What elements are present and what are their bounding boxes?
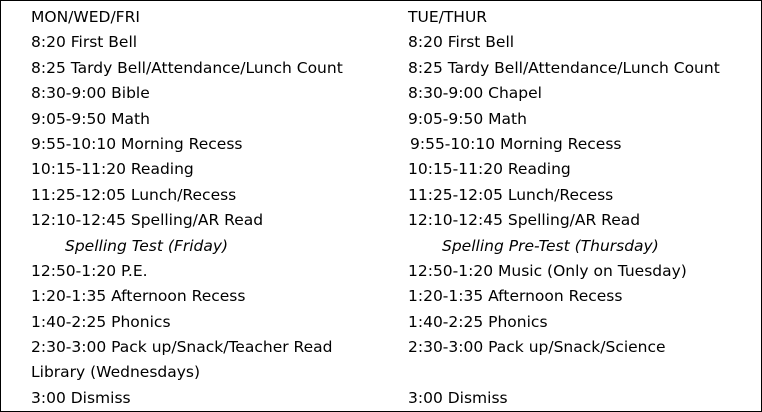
schedule-row: 11:25-12:05 Lunch/Recess bbox=[408, 185, 614, 204]
schedule-row: 2:30-3:00 Pack up/Snack/Science bbox=[408, 338, 666, 357]
schedule-row: 9:55-10:10 Morning Recess bbox=[410, 134, 622, 153]
schedule-row: 1:20-1:35 Afternoon Recess bbox=[408, 287, 623, 306]
schedule-row: 12:10-12:45 Spelling/AR Read bbox=[31, 211, 264, 230]
schedule-note: Spelling Test (Friday) bbox=[65, 236, 229, 255]
schedule-row: 8:30-9:00 Chapel bbox=[408, 84, 542, 103]
schedule-row: 8:20 First Bell bbox=[408, 33, 515, 52]
schedule-row: 1:40-2:25 Phonics bbox=[31, 312, 171, 331]
schedule-row: 3:00 Dismiss bbox=[408, 388, 508, 407]
schedule-row: 8:30-9:00 Bible bbox=[31, 84, 150, 103]
schedule-row: 1:20-1:35 Afternoon Recess bbox=[31, 287, 246, 306]
tue-thur-column bbox=[408, 5, 758, 411]
mon-wed-fri-column bbox=[31, 5, 401, 411]
column-heading: TUE/THUR bbox=[408, 8, 488, 26]
schedule-row: 8:25 Tardy Bell/Attendance/Lunch Count bbox=[408, 58, 720, 77]
column-heading: MON/WED/FRI bbox=[31, 8, 140, 26]
schedule-row: 8:25 Tardy Bell/Attendance/Lunch Count bbox=[31, 58, 343, 77]
schedule-row: 9:55-10:10 Morning Recess bbox=[31, 134, 243, 153]
schedule-row: 9:05-9:50 Math bbox=[408, 109, 527, 128]
schedule-row: 12:50-1:20 P.E. bbox=[31, 261, 148, 280]
schedule-row: 10:15-11:20 Reading bbox=[31, 160, 194, 179]
schedule-row: 12:50-1:20 Music (Only on Tuesday) bbox=[408, 261, 687, 280]
schedule-row: 12:10-12:45 Spelling/AR Read bbox=[408, 211, 641, 230]
schedule-row: 2:30-3:00 Pack up/Snack/Teacher Read bbox=[31, 338, 333, 357]
schedule-row: Library (Wednesdays) bbox=[31, 363, 201, 382]
schedule-row: 8:20 First Bell bbox=[31, 33, 138, 52]
schedule-row: 3:00 Dismiss bbox=[31, 388, 131, 407]
schedule-row: 9:05-9:50 Math bbox=[31, 109, 150, 128]
schedule-row: 10:15-11:20 Reading bbox=[408, 160, 571, 179]
schedule-row: 1:40-2:25 Phonics bbox=[408, 312, 548, 331]
schedule-note: Spelling Pre-Test (Thursday) bbox=[442, 236, 659, 255]
schedule-row: 11:25-12:05 Lunch/Recess bbox=[31, 185, 237, 204]
